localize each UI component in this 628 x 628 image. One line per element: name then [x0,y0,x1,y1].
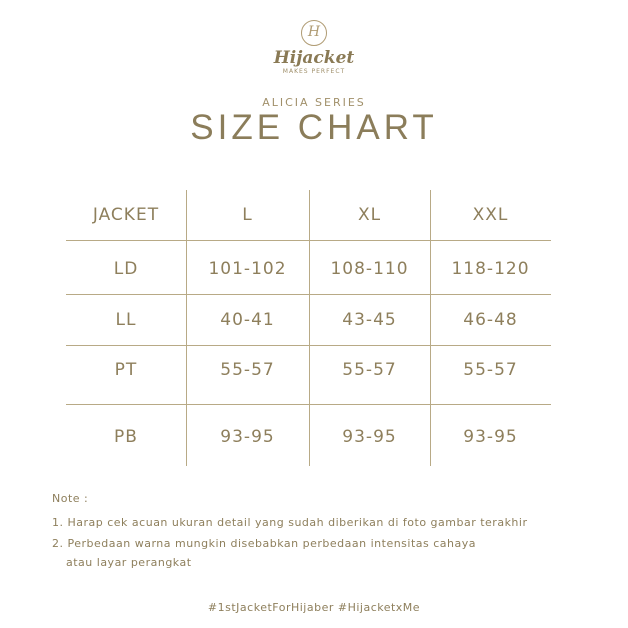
table-cell: 93-95 [463,427,518,447]
table-cell: 108-110 [330,259,409,279]
table-row-label: LL [115,310,137,330]
page-title: SIZE CHART [190,108,438,147]
table-cell: 93-95 [220,427,275,447]
brand-name: Hijacket [273,48,355,68]
brand-tagline: MAKES PERFECT [282,68,346,75]
table-cell: 46-48 [463,310,518,330]
table-cell: 93-95 [342,427,397,447]
note-item: atau layar perangkat [66,556,192,569]
table-row-label: PB [114,427,138,447]
table-cell: 40-41 [220,310,275,330]
table-cell: 55-57 [463,360,518,380]
note-item: 1. Harap cek acuan ukuran detail yang sudah diberikan di foto gambar terakhir [52,516,528,529]
table-header-cell: XL [357,205,382,225]
note-heading: Note : [52,492,89,505]
table-header-cell: L [242,205,253,225]
table-cell: 55-57 [342,360,397,380]
hashtags: #1stJacketForHijaber #HijacketxMe [207,601,421,614]
table-cell: 43-45 [342,310,397,330]
note-item: 2. Perbedaan warna mungkin disebabkan perbedaan intensitas cahaya [52,537,476,550]
logo-mark-icon: H [301,20,327,46]
table-header-cell: JACKET [92,205,160,225]
series-name: ALICIA SERIES [262,96,366,109]
table-row-label: PT [114,360,138,380]
table-row-label: LD [113,259,139,279]
table-cell: 101-102 [208,259,287,279]
table-cell: 55-57 [220,360,275,380]
table-cell: 118-120 [451,259,530,279]
table-header-cell: XXL [472,205,509,225]
